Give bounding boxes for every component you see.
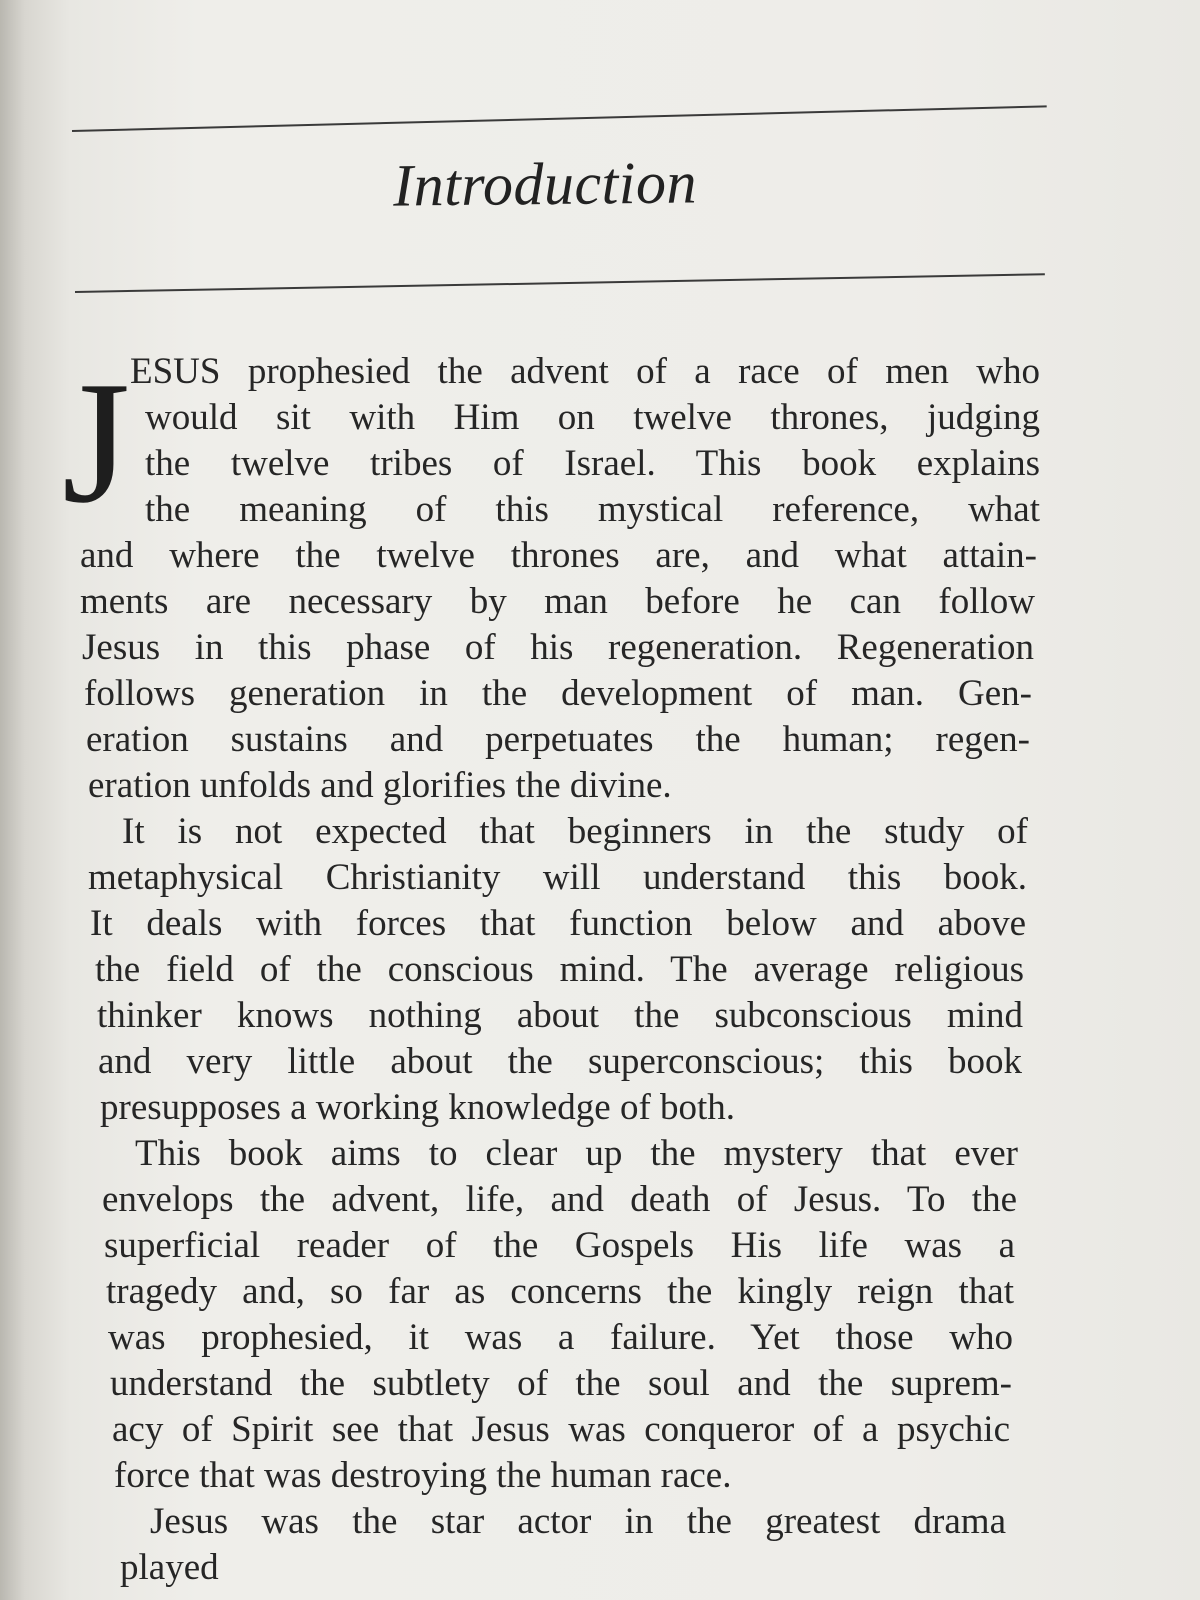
text-line: ments are necessary by man before he can follow	[80, 581, 1035, 622]
text-line: Jesus in this phase of his regeneration. Regeneration	[82, 627, 1034, 668]
text-line: the twelve tribes of Israel. This book explains	[145, 443, 1040, 484]
text-line: metaphysical Christianity will understand this book.	[88, 857, 1027, 898]
text-line: eration sustains and perpetuates the human; regen-	[86, 719, 1030, 760]
text-line: would sit with Him on twelve thrones, judging	[145, 397, 1040, 438]
bottom-rule	[75, 273, 1045, 293]
text-line: the meaning of this mystical reference, what	[145, 489, 1040, 530]
text-line: understand the subtlety of the soul and the suprem-	[110, 1363, 1012, 1404]
text-line: It deals with forces that function below and above	[90, 903, 1026, 944]
text-line: and very little about the superconscious; this book	[98, 1041, 1022, 1082]
text-line: presupposes a working knowledge of both.	[100, 1087, 736, 1128]
drop-cap: J	[62, 345, 131, 539]
chapter-title: Introduction	[392, 149, 698, 219]
text-line: thinker knows nothing about the subconscious mind	[97, 995, 1023, 1036]
text-line: ESUS prophesied the advent of a race of men who	[130, 351, 1040, 392]
text-line: superficial reader of the Gospels His life was a	[104, 1225, 1015, 1266]
text-line: was prophesied, it was a failure. Yet those who	[108, 1317, 1013, 1358]
text-line: played	[120, 1547, 219, 1588]
text-line: envelops the advent, life, and death of Jesus. To the	[102, 1179, 1017, 1220]
text-line: It is not expected that beginners in the study of	[122, 811, 1028, 852]
text-line: the field of the conscious mind. The average religious	[95, 949, 1024, 990]
text-line: tragedy and, so far as concerns the kingly reign that	[106, 1271, 1014, 1312]
text-line: follows generation in the development of man. Gen-	[84, 673, 1032, 714]
text-line: force that was destroying the human race.	[114, 1455, 732, 1496]
text-line: This book aims to clear up the mystery that ever	[135, 1133, 1018, 1174]
text-line: eration unfolds and glorifies the divine.	[88, 765, 672, 806]
text-line: and where the twelve thrones are, and what attain-	[80, 535, 1037, 576]
top-rule	[72, 105, 1047, 132]
text-line: Jesus was the star actor in the greatest drama	[150, 1501, 1006, 1542]
text-line: acy of Spirit see that Jesus was conqueror of a psychic	[112, 1409, 1010, 1450]
